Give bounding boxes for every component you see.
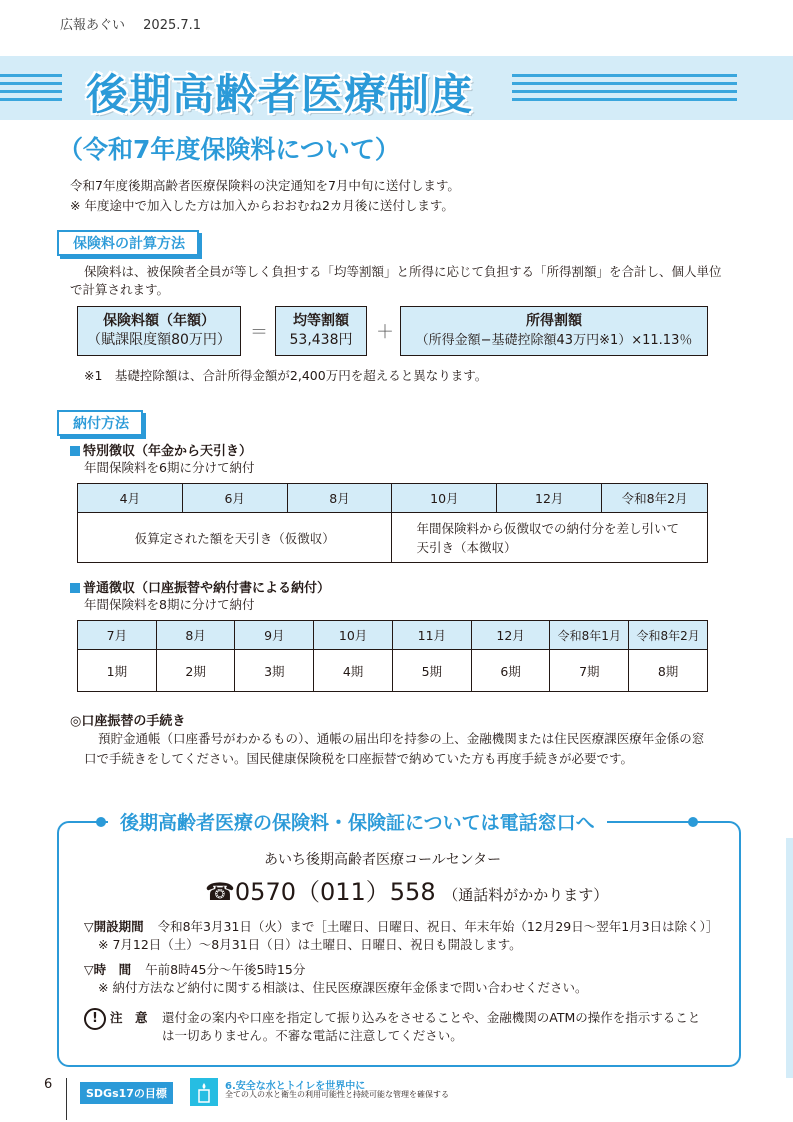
hours bbox=[84, 960, 305, 980]
provisional-deduction-cell: 仮算定された額を天引き（仮徴収） bbox=[78, 513, 392, 563]
month-cell: 8月 bbox=[156, 621, 235, 650]
hours-text: 午前8時45分〜午後5時15分 bbox=[145, 962, 306, 977]
normal-periods-row bbox=[78, 650, 708, 692]
square-bullet-icon bbox=[70, 446, 80, 456]
page-subtitle: （令和7年度保険料について） bbox=[58, 135, 400, 164]
sdg-goal-title: 6.安全な水とトイレを世界中に bbox=[225, 1081, 366, 1092]
hours-label: ▽時 間 bbox=[84, 962, 132, 977]
intro-line-2: ※ 年度途中で加入した方は加入からおおむね2カ月後に送付します。 bbox=[70, 198, 454, 213]
month-cell: 9月 bbox=[235, 621, 314, 650]
month-cell: 12月 bbox=[471, 621, 550, 650]
footer-divider bbox=[66, 1078, 67, 1120]
section-heading-calc: 保険料の計算方法 bbox=[57, 230, 199, 256]
open-period bbox=[84, 917, 718, 937]
month-cell: 4月 bbox=[78, 484, 183, 513]
equal-share-title: 均等割額 bbox=[293, 313, 349, 329]
income-share-title: 所得割額 bbox=[526, 313, 582, 329]
warning-icon: ! bbox=[84, 1008, 106, 1030]
banner-stripes-right bbox=[512, 74, 737, 102]
page-edge-tab bbox=[786, 838, 793, 1078]
heading-dot-left bbox=[96, 817, 106, 827]
month-cell: 7月 bbox=[78, 621, 157, 650]
banner-stripes-left bbox=[0, 74, 62, 102]
period-cell: 5期 bbox=[392, 650, 471, 692]
calc-footnote: ※1 基礎控除額は、合計所得金額が2,400万円を超えると異なります。 bbox=[84, 368, 488, 383]
month-cell: 10月 bbox=[314, 621, 393, 650]
period-cell: 1期 bbox=[78, 650, 157, 692]
telephone-icon: ☎ bbox=[205, 878, 235, 906]
transfer-procedure-line-1: 預貯金通帳（口座番号がわかるもの）、通帳の届出印を持参の上、金融機関または住民医療課医療年金係の窓 bbox=[98, 731, 705, 746]
period-cell: 4期 bbox=[314, 650, 393, 692]
normal-months-row bbox=[78, 621, 708, 650]
special-collection-desc: 年間保険料を6期に分けて納付 bbox=[84, 460, 255, 475]
formula-box-equal-share bbox=[275, 306, 367, 356]
sdg-goal-6-icon bbox=[190, 1078, 218, 1106]
special-collection-table bbox=[77, 483, 708, 563]
normal-collection-title: 普通徴収（口座振替や納付書による納付） bbox=[70, 577, 330, 596]
plus-sign: ＋ bbox=[376, 322, 394, 343]
premium-limit: （賦課限度額80万円） bbox=[87, 332, 231, 348]
month-cell: 令和8年1月 bbox=[550, 621, 629, 650]
month-cell: 11月 bbox=[392, 621, 471, 650]
caution-line-2: は一切ありません。不審な電話に注意してください。 bbox=[162, 1028, 463, 1043]
page-title: 後期高齢者医療制度 bbox=[86, 70, 474, 119]
equal-share-amount: 53,438円 bbox=[289, 332, 353, 348]
formula-box-income-share bbox=[400, 306, 708, 356]
hours-note: ※ 納付方法など納付に関する相談は、住民医療課医療年金係まで問い合わせください。 bbox=[98, 980, 588, 995]
month-cell: 令和8年2月 bbox=[602, 484, 708, 513]
phone-line bbox=[205, 872, 608, 907]
sdg-label: SDGs17の目標 bbox=[80, 1082, 173, 1104]
month-cell: 12月 bbox=[497, 484, 602, 513]
call-center-name: あいち後期高齢者医療コールセンター bbox=[264, 852, 502, 868]
period-cell: 8期 bbox=[629, 650, 708, 692]
premium-title: 保険料額（年額） bbox=[103, 313, 215, 329]
equals-sign: ＝ bbox=[250, 322, 268, 343]
heading-dot-right bbox=[688, 817, 698, 827]
publication-name: 広報あぐい bbox=[60, 18, 126, 33]
period-cell: 6期 bbox=[471, 650, 550, 692]
month-cell: 8月 bbox=[287, 484, 392, 513]
open-period-label: ▽開設期間 bbox=[84, 919, 144, 934]
main-deduction-cell: 年間保険料から仮徴収での納付分を差し引いて 天引き（本徴収） bbox=[392, 513, 708, 563]
calc-desc-line-2: で計算されます。 bbox=[70, 282, 170, 297]
phone-number[interactable]: 0570（011）558 bbox=[234, 878, 436, 906]
open-period-note: ※ 7月12日（土）〜8月31日（日）は土曜日、日曜日、祝日も開設します。 bbox=[98, 937, 522, 952]
transfer-procedure-line-2: 口で手続きをしてください。国民健康保険税を口座振替で納めていた方も再度手続きが必要です。 bbox=[84, 751, 634, 766]
normal-collection-table bbox=[77, 620, 708, 692]
month-cell: 10月 bbox=[392, 484, 497, 513]
income-share-formula: （所得金額−基礎控除額43万円※1）×11.13％ bbox=[415, 333, 693, 348]
special-collection-title: 特別徴収（年金から天引き） bbox=[70, 440, 252, 459]
calc-desc-line-1: 保険料は、被保険者全員が等しく負担する「均等割額」と所得に応じて負担する「所得割額」を合計し、個人単位 bbox=[84, 264, 722, 279]
title-banner bbox=[0, 56, 793, 120]
period-cell: 7期 bbox=[550, 650, 629, 692]
caution-line-1: 還付金の案内や口座を指定して振り込みをさせることや、金融機関のATMの操作を指示すること bbox=[162, 1010, 701, 1025]
contact-heading: 後期高齢者医療の保険料・保険証については電話窓口へ bbox=[108, 808, 607, 835]
period-cell: 2期 bbox=[156, 650, 235, 692]
publication-header bbox=[60, 14, 201, 33]
transfer-procedure-title: ◎口座振替の手続き bbox=[70, 714, 186, 729]
square-bullet-icon bbox=[70, 583, 80, 593]
formula-box-premium bbox=[77, 306, 241, 356]
period-cell: 3期 bbox=[235, 650, 314, 692]
page-number: 6 bbox=[44, 1077, 53, 1092]
normal-collection-desc: 年間保険料を8期に分けて納付 bbox=[84, 597, 255, 612]
special-months-row bbox=[78, 484, 708, 513]
phone-note: （通話料がかかります） bbox=[443, 886, 609, 904]
month-cell: 6月 bbox=[182, 484, 287, 513]
sdg-goal-desc: 全ての人の水と衛生の利用可能性と持続可能な管理を確保する bbox=[225, 1090, 449, 1099]
intro-line-1: 令和7年度後期高齢者医療保険料の決定通知を7月中旬に送付します。 bbox=[70, 178, 460, 193]
month-cell: 令和8年2月 bbox=[629, 621, 708, 650]
section-heading-payment: 納付方法 bbox=[57, 410, 143, 436]
caution-label: 注 意 bbox=[110, 1010, 148, 1025]
special-detail-row bbox=[78, 513, 708, 563]
open-period-text: 令和8年3月31日（火）まで［土曜日、日曜日、祝日、年末年始（12月29日〜翌年1月3日は除く）］ bbox=[157, 919, 719, 934]
publication-date: 2025.7.1 bbox=[143, 18, 202, 33]
